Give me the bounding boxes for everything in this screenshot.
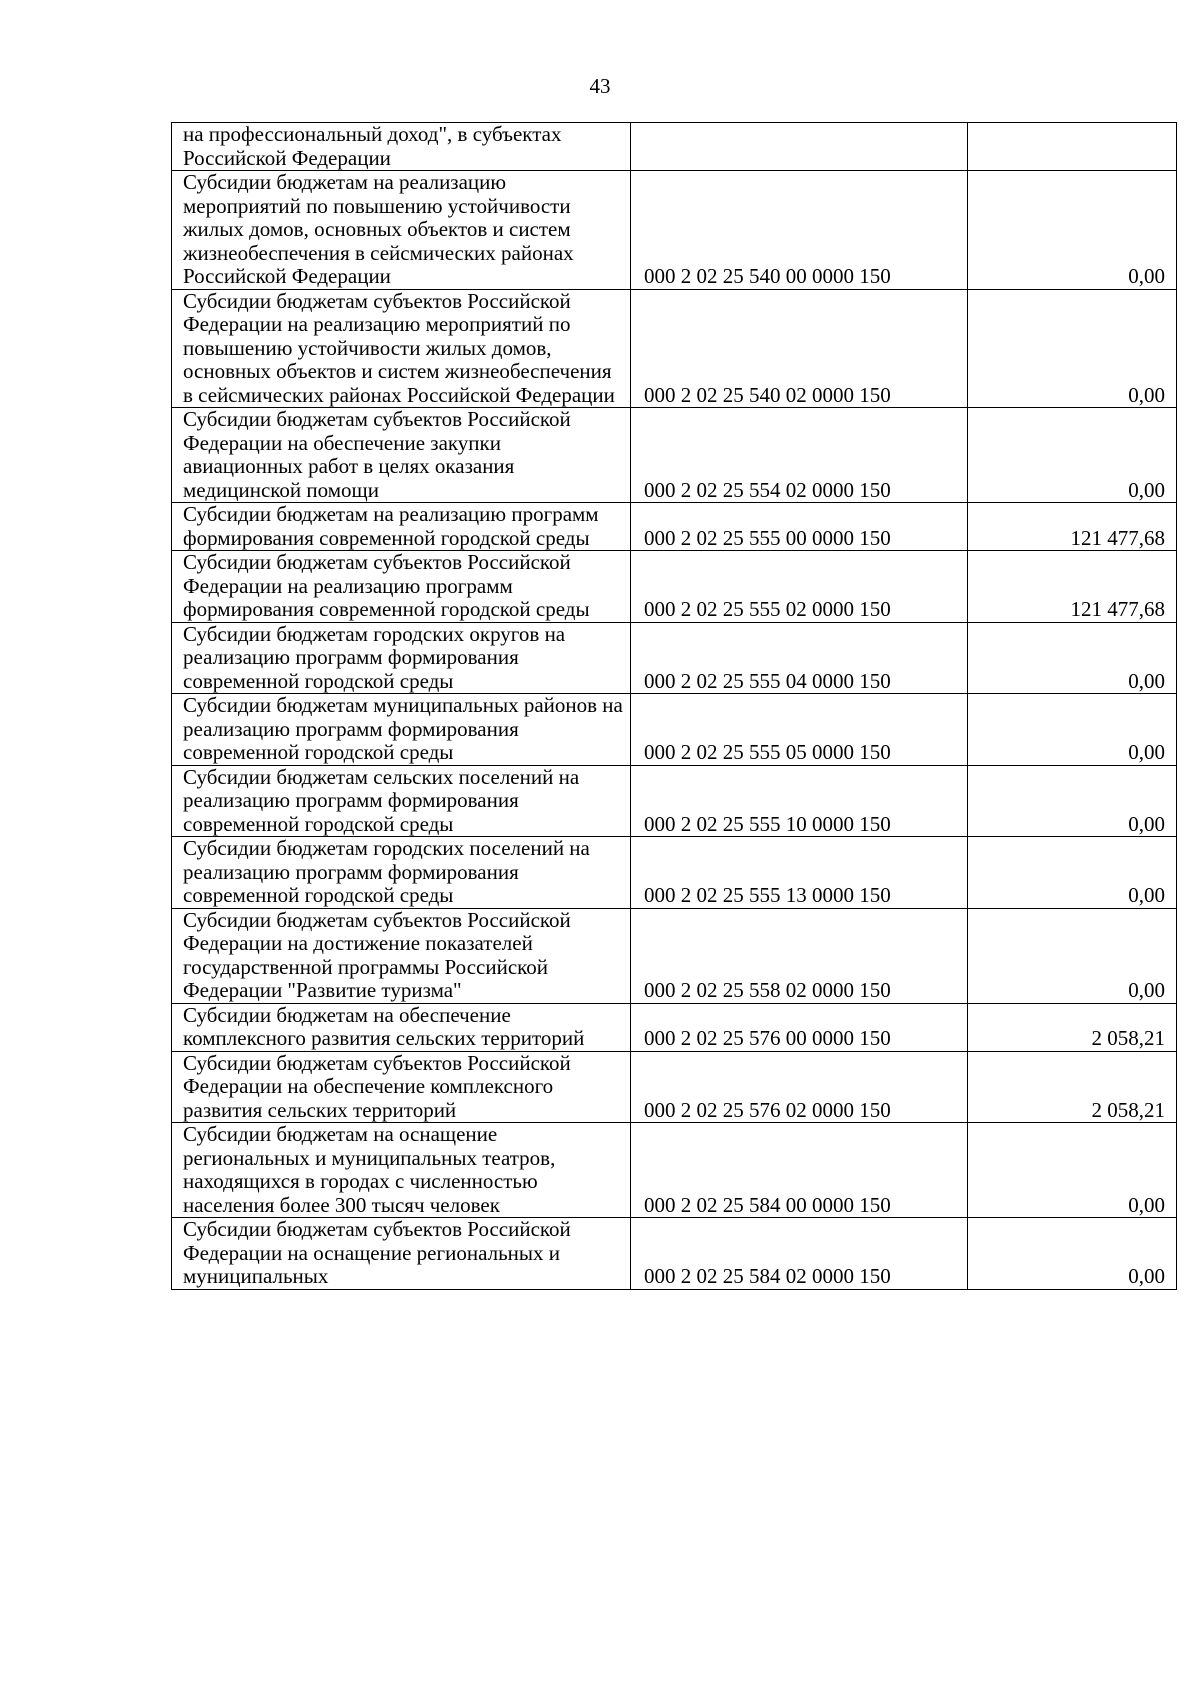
row-code: 000 2 02 25 584 00 0000 150 [631, 1123, 968, 1218]
row-description: на профессиональный доход", в субъектах Российской Федерации [172, 123, 631, 171]
row-amount [968, 123, 1177, 171]
row-amount: 0,00 [968, 408, 1177, 503]
table-row [172, 694, 1177, 766]
table-row [172, 171, 1177, 290]
table-row [172, 123, 1177, 171]
row-code: 000 2 02 25 554 02 0000 150 [631, 408, 968, 503]
row-code: 000 2 02 25 584 02 0000 150 [631, 1218, 968, 1290]
row-code: 000 2 02 25 555 05 0000 150 [631, 694, 968, 766]
table-row [172, 908, 1177, 1003]
table-row [172, 622, 1177, 694]
row-code: 000 2 02 25 576 00 0000 150 [631, 1003, 968, 1051]
row-amount: 2 058,21 [968, 1003, 1177, 1051]
row-description: Субсидии бюджетам субъектов Российской Федерации на обеспечение закупки авиационных работ в целях оказания медицинской помощи [172, 408, 631, 503]
row-description: Субсидии бюджетам городских округов на реализацию программ формирования современной городской среды [172, 622, 631, 694]
row-description: Субсидии бюджетам муниципальных районов на реализацию программ формирования современной городской среды [172, 694, 631, 766]
row-description: Субсидии бюджетам на обеспечение комплексного развития сельских территорий [172, 1003, 631, 1051]
table-row [172, 503, 1177, 551]
row-code: 000 2 02 25 576 02 0000 150 [631, 1051, 968, 1123]
row-amount: 0,00 [968, 765, 1177, 837]
row-amount: 0,00 [968, 622, 1177, 694]
table-row [172, 1051, 1177, 1123]
row-description: Субсидии бюджетам на реализацию мероприятий по повышению устойчивости жилых домов, основных объектов и систем жизнеобеспечения в сейсмических районах Российской Федерации [172, 171, 631, 290]
page-number: 43 [589, 74, 611, 98]
row-amount: 0,00 [968, 1123, 1177, 1218]
row-description: Субсидии бюджетам сельских поселений на реализацию программ формирования современной городской среды [172, 765, 631, 837]
row-description: Субсидии бюджетам субъектов Российской Федерации на реализацию программ формирования современной городской среды [172, 551, 631, 623]
row-description: Субсидии бюджетам на реализацию программ формирования современной городской среды [172, 503, 631, 551]
table-row [172, 551, 1177, 623]
row-description: Субсидии бюджетам на оснащение региональных и муниципальных театров, находящихся в городах с численностью населения более 300 тысяч человек [172, 1123, 631, 1218]
row-amount: 0,00 [968, 289, 1177, 408]
row-code: 000 2 02 25 555 10 0000 150 [631, 765, 968, 837]
row-description: Субсидии бюджетам городских поселений на реализацию программ формирования современной городской среды [172, 837, 631, 909]
row-code: 000 2 02 25 540 02 0000 150 [631, 289, 968, 408]
table-row [172, 1218, 1177, 1290]
row-code: 000 2 02 25 555 13 0000 150 [631, 837, 968, 909]
row-description: Субсидии бюджетам субъектов Российской Федерации на достижение показателей государственной программы Российской Федерации "Развитие туризма" [172, 908, 631, 1003]
row-description: Субсидии бюджетам субъектов Российской Федерации на обеспечение комплексного развития сельских территорий [172, 1051, 631, 1123]
row-description: Субсидии бюджетам субъектов Российской Федерации на реализацию мероприятий по повышению устойчивости жилых домов, основных объектов и систем жизнеобеспечения в сейсмических районах Российской Федерации [172, 289, 631, 408]
row-code: 000 2 02 25 540 00 0000 150 [631, 171, 968, 290]
table-row [172, 1123, 1177, 1218]
budget-table [171, 122, 1177, 1290]
row-code: 000 2 02 25 555 02 0000 150 [631, 551, 968, 623]
row-amount: 2 058,21 [968, 1051, 1177, 1123]
row-amount: 121 477,68 [968, 551, 1177, 623]
table-row [172, 408, 1177, 503]
row-amount: 0,00 [968, 694, 1177, 766]
row-amount: 0,00 [968, 908, 1177, 1003]
row-amount: 0,00 [968, 171, 1177, 290]
row-amount: 0,00 [968, 1218, 1177, 1290]
table-row [172, 765, 1177, 837]
table-row [172, 837, 1177, 909]
table-row [172, 289, 1177, 408]
table-row [172, 1003, 1177, 1051]
budget-table-body [172, 123, 1177, 1290]
row-amount: 0,00 [968, 837, 1177, 909]
row-description: Субсидии бюджетам субъектов Российской Федерации на оснащение региональных и муниципальных [172, 1218, 631, 1290]
row-code: 000 2 02 25 555 00 0000 150 [631, 503, 968, 551]
row-code [631, 123, 968, 171]
row-amount: 121 477,68 [968, 503, 1177, 551]
row-code: 000 2 02 25 555 04 0000 150 [631, 622, 968, 694]
row-code: 000 2 02 25 558 02 0000 150 [631, 908, 968, 1003]
